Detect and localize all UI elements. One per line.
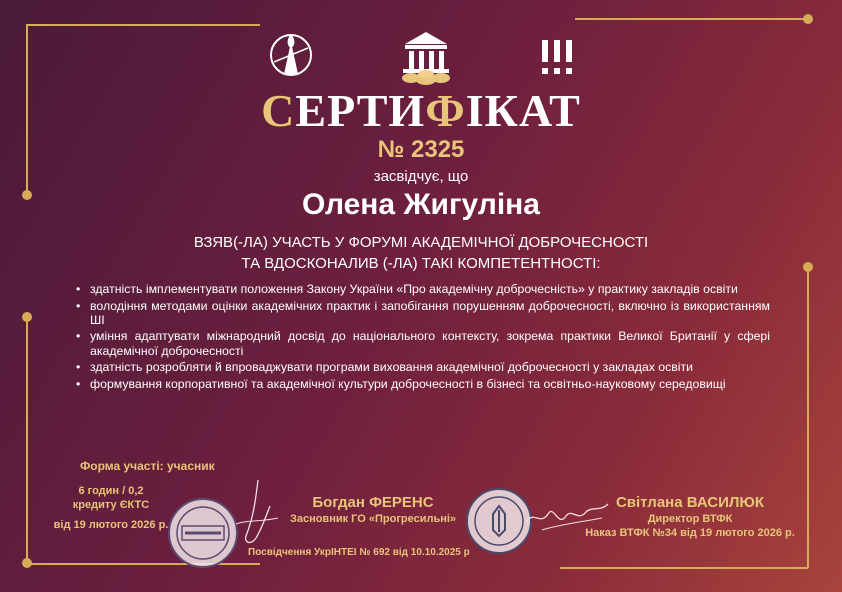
frame-top-right <box>575 18 807 20</box>
list-item: • володіння методами оцінки академічних практик і запобігання порушенням доброчесності, включно із використанням ШІ <box>76 299 770 327</box>
credits-date: від 19 лютого 2026 р. <box>53 519 169 531</box>
signer-2-name: Світлана ВАСИЛЮК <box>615 494 765 511</box>
signer-2 <box>570 494 810 540</box>
frame-dot-top-right <box>803 14 813 24</box>
credits-ects: кредиту ЄКТС <box>72 499 150 511</box>
signer-1-name: Богдан ФЕРЕНС <box>312 494 434 511</box>
statement-line-2: ТА ВДОСКОНАЛИВ (-ЛА) ТАКІ КОМПЕТЕНТНОСТІ: <box>241 255 601 272</box>
list-item: • здатність розробляти й впроваджувати програми виховання академічної доброчесності у закладах освіти <box>76 360 770 374</box>
participation-statement <box>0 232 842 274</box>
title-gold-letter: Ф <box>425 85 466 136</box>
title-first-letter: С <box>261 85 296 136</box>
frame-dot-left-mid <box>22 312 32 322</box>
frame-dot-bottom-left <box>22 558 32 568</box>
title-middle: ЕРТИ <box>295 85 426 136</box>
certifies-text: засвідчує, що <box>373 168 469 185</box>
certificate-number: № 2325 <box>377 136 465 163</box>
exclamation-logo-icon <box>540 38 576 82</box>
frame-bottom-right <box>560 567 808 569</box>
competencies-list <box>76 282 770 393</box>
signature-icon <box>226 476 286 556</box>
signer-1-position: Засновник ГО «Прогресильні» <box>289 513 457 525</box>
participation-form: Форма участі: учасник <box>80 459 215 473</box>
signer-2-position: Директор ВТФК <box>647 513 733 525</box>
list-item: • формування корпоративної та академічної культури доброчесності в бізнесі та освітньо-науковому середовищі <box>76 377 770 391</box>
list-item: • уміння адаптувати міжнародний досвід до національного контексту, зокрема практики Великої Британії у сфері академічної доброчесності <box>76 329 770 357</box>
registration-number: Посвідчення УкрІНТЕІ № 692 від 10.10.2025 р <box>248 547 470 558</box>
credits-hours: 6 годин / 0,2 <box>78 485 144 497</box>
torch-logo-icon <box>268 28 314 82</box>
signer-1 <box>278 494 468 526</box>
header-logos <box>0 28 842 88</box>
certificate-title <box>0 85 842 136</box>
recipient-name: Олена Жигуліна <box>302 188 540 221</box>
signer-2-order: Наказ ВТФК №34 від 19 лютого 2026 р. <box>585 527 795 539</box>
building-coins-logo-icon <box>393 28 459 86</box>
statement-line-1: ВЗЯВ(-ЛА) УЧАСТЬ У ФОРУМІ АКАДЕМІЧНОЇ ДОБРОЧЕСНОСТІ <box>193 234 649 251</box>
frame-top-left <box>26 24 260 26</box>
title-end: ІКАТ <box>465 85 581 136</box>
list-item: • здатність імплементувати положення Закону України «Про академічну доброчесність» у практику закладів освіти <box>76 282 770 296</box>
